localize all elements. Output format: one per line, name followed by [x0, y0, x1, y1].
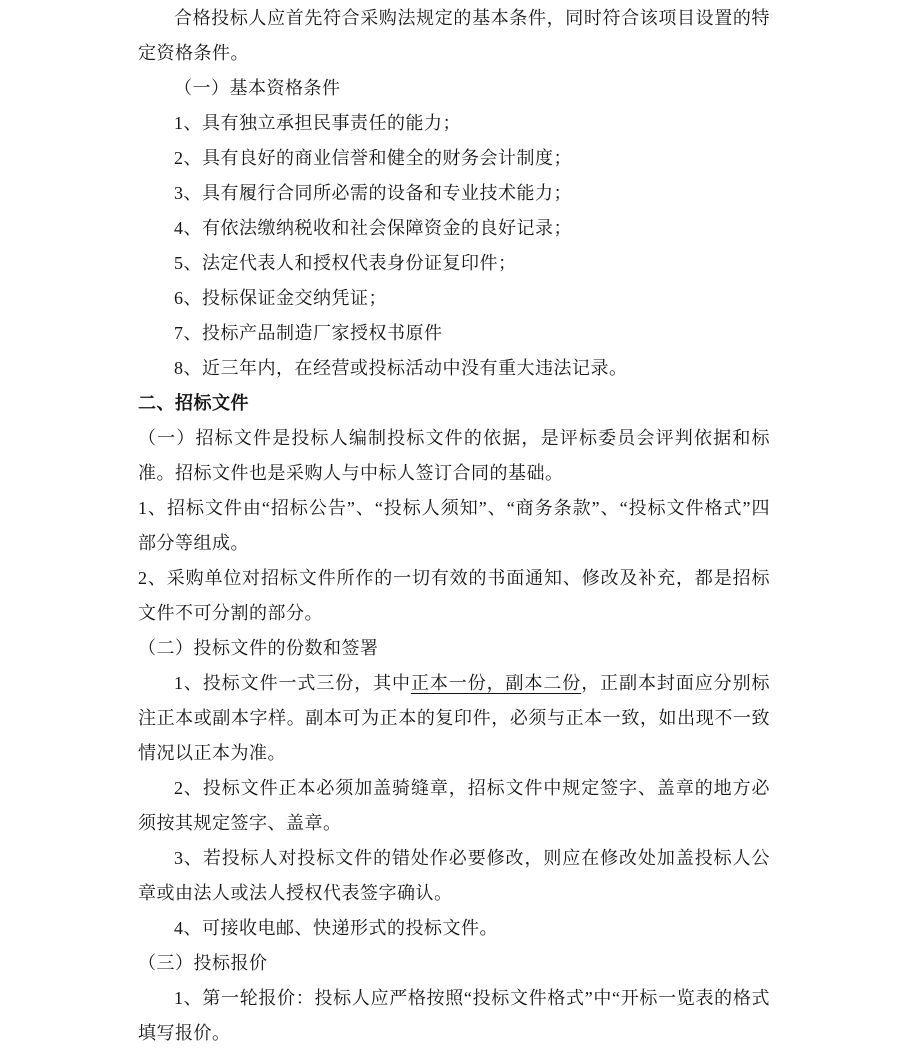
paragraph: 2、具有良好的商业信誉和健全的财务会计制度； [174, 148, 572, 168]
text-segment: ，正副本封面应分别标注正本或副本字样。副本可为正本的复印件，必须与正本一致，如出现不一致情况以正本为准。 [138, 673, 771, 763]
paragraph: 2、采购单位对招标文件所作的一切有效的书面通知、修改及补充，都是招标文件不可分割的部分。 [138, 568, 770, 623]
paragraph: （二）投标文件的份数和签署 [138, 638, 379, 658]
paragraph: （三）投标报价 [138, 953, 268, 973]
paragraph: 4、可接收电邮、快递形式的投标文件。 [174, 918, 498, 938]
paragraph: 1、招标文件由“招标公告”、“投标人须知”、“商务条款”、“投标文件格式”四部分等组成。 [138, 498, 770, 553]
paragraph: 3、具有履行合同所必需的设备和专业技术能力； [174, 183, 572, 203]
text-segment: 1、投标文件一式三份，其中 [174, 673, 411, 693]
paragraph: 1、具有独立承担民事责任的能力； [174, 113, 461, 133]
paragraph: 3、若投标人对投标文件的错处作必要修改，则应在修改处加盖投标人公章或由法人或法人授权代表签字确认。 [138, 848, 770, 903]
underlined-text: 正本一份，副本二份 [410, 673, 582, 693]
document-body [138, 1, 770, 1051]
paragraph: 6、投标保证金交纳凭证； [174, 288, 387, 308]
paragraph: （一）基本资格条件 [174, 78, 341, 98]
paragraph: 8、近三年内，在经营或投标活动中没有重大违法记录。 [174, 358, 628, 378]
paragraph: 4、有依法缴纳税收和社会保障资金的良好记录； [174, 218, 572, 238]
section-heading: 二、招标文件 [138, 393, 249, 413]
paragraph: （一）招标文件是投标人编制投标文件的依据，是评标委员会评判依据和标准。招标文件也是采购人与中标人签订合同的基础。 [138, 428, 770, 483]
paragraph [138, 666, 770, 771]
paragraph: 1、第一轮报价：投标人应严格按照“投标文件格式”中“开标一览表的格式填写报价。 [138, 988, 770, 1043]
paragraph: 2、投标文件正本必须加盖骑缝章，招标文件中规定签字、盖章的地方必须按其规定签字、盖章。 [138, 778, 770, 833]
paragraph: 5、法定代表人和授权代表身份证复印件； [174, 253, 517, 273]
paragraph: 合格投标人应首先符合采购法规定的基本条件，同时符合该项目设置的特定资格条件。 [138, 8, 770, 63]
paragraph: 7、投标产品制造厂家授权书原件 [174, 323, 443, 343]
